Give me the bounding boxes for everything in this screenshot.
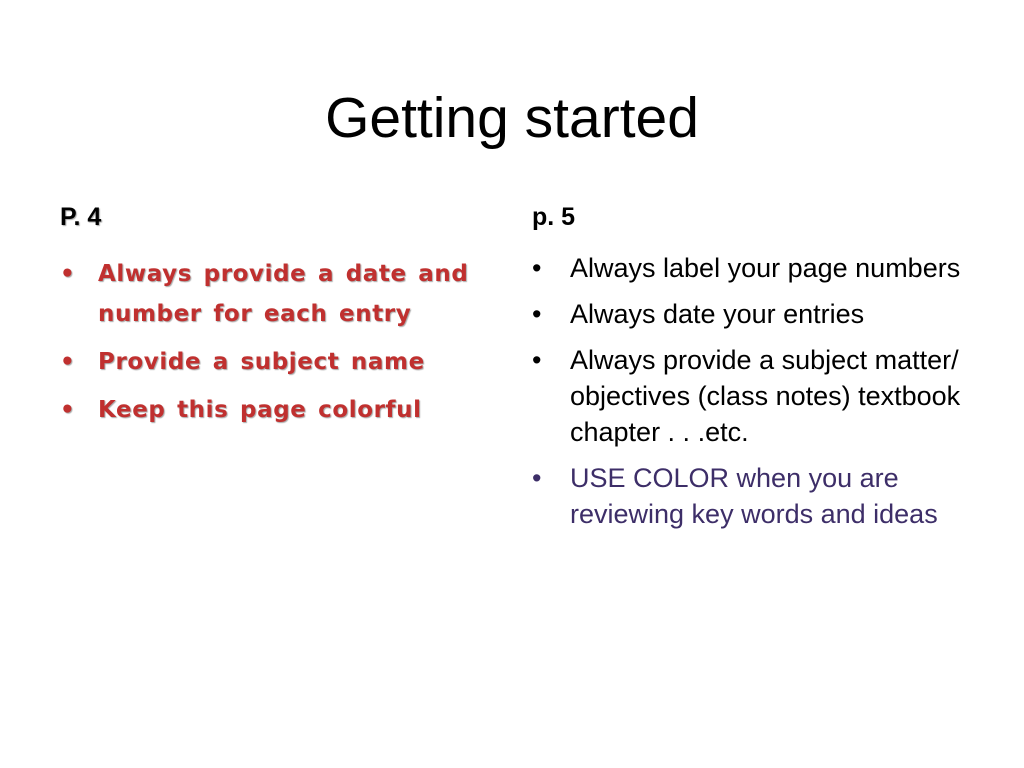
right-column — [532, 200, 972, 542]
bullet-icon: • — [532, 299, 542, 329]
slide-title: Getting started — [325, 86, 699, 150]
list-item — [532, 342, 972, 450]
bullet-icon: • — [60, 349, 76, 375]
bullet-icon: • — [60, 261, 76, 287]
list-item-text: Provide a subject name — [98, 349, 425, 375]
list-item — [60, 342, 510, 382]
list-item-text: Always provide a subject matter/ objectives (class notes) textbook chapter . . .etc. — [570, 345, 961, 447]
list-item-text: Keep this page colorful — [98, 397, 422, 423]
bullet-icon: • — [532, 253, 542, 283]
list-item-text: Always label your page numbers — [570, 253, 961, 283]
list-item-accent — [532, 460, 972, 532]
left-bullet-list — [60, 254, 510, 430]
left-heading: P. 4 — [60, 203, 102, 231]
right-bullet-list — [532, 250, 972, 532]
list-item-text: USE COLOR when you are reviewing key words and ideas — [570, 463, 938, 529]
left-column — [60, 200, 510, 438]
list-item — [60, 254, 510, 334]
list-item-text: Always date your entries — [570, 299, 865, 329]
list-item — [532, 296, 972, 332]
right-heading: p. 5 — [532, 203, 576, 231]
list-item-text: Always provide a date and number for each entry — [98, 261, 469, 327]
list-item — [60, 390, 510, 430]
bullet-icon: • — [532, 345, 542, 375]
list-item — [532, 250, 972, 286]
bullet-icon: • — [532, 463, 542, 493]
bullet-icon: • — [60, 397, 76, 423]
